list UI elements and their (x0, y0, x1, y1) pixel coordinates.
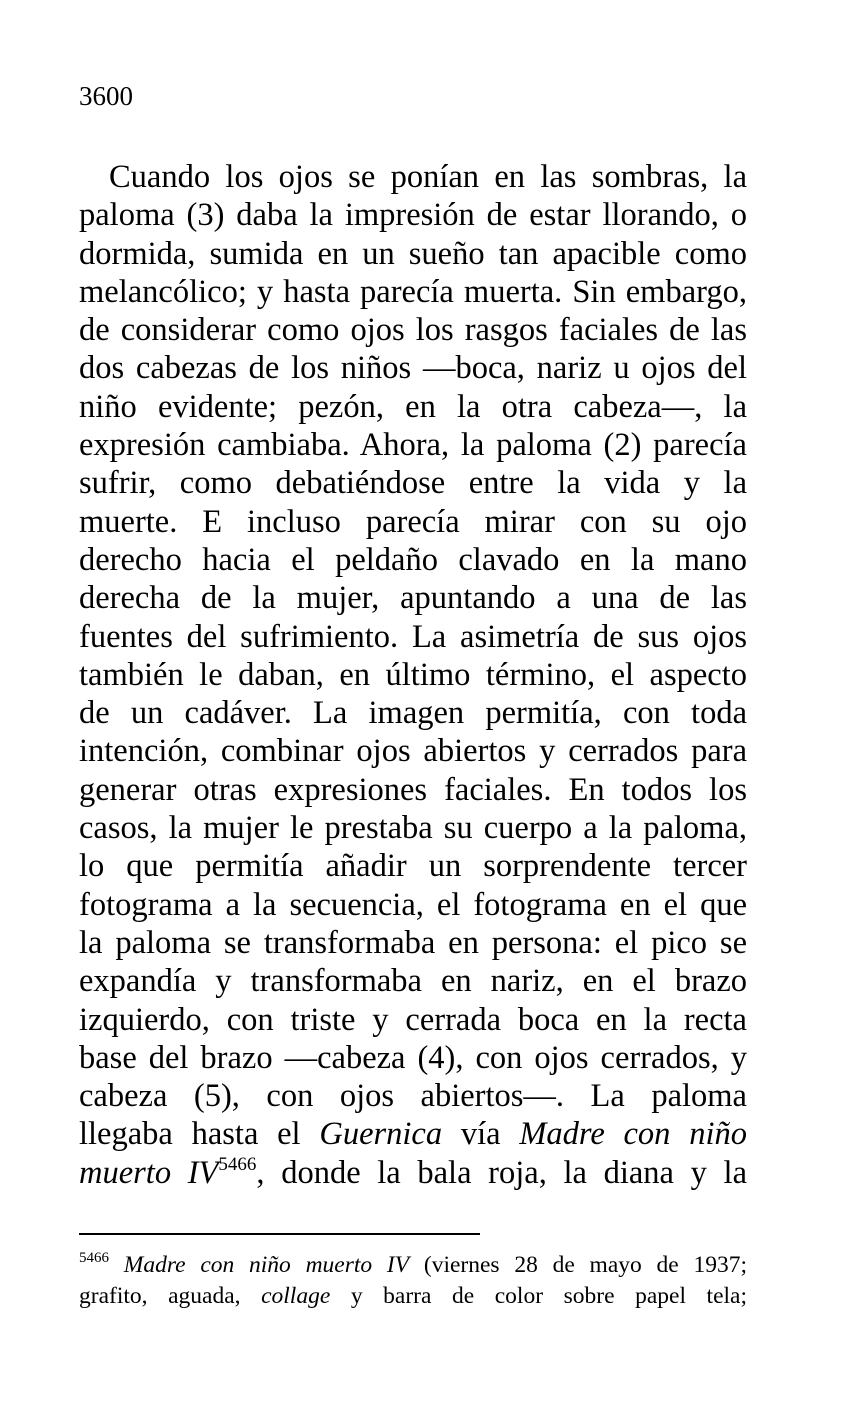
text-line: derecha de la mujer, apuntando a una de las (79, 580, 747, 617)
text-line: también le daban, en último término, el aspecto (79, 656, 747, 693)
text-line: dormida, sumida en un sueño tan apacible como (79, 235, 747, 272)
footnote-marker: 5466 (79, 1250, 109, 1266)
body-paragraph (79, 158, 747, 1192)
text-segment: , donde la bala roja, la diana y la (256, 1154, 747, 1191)
text-line: expandía y transformaba en nariz, en el brazo (79, 963, 747, 1000)
text-line: de un cadáver. La imagen permitía, con toda (79, 695, 747, 732)
footnote-reference: 5466 (218, 1153, 257, 1175)
text-line: dos cabezas de los niños —boca, nariz u ojos del (79, 350, 747, 387)
footnote (79, 1250, 747, 1312)
footnote-divider (79, 1233, 480, 1235)
text-line: lo que permitía añadir un sorprendente tercer (79, 848, 747, 885)
text-line: la paloma se transformaba en persona: el pico se (79, 924, 747, 961)
page-number: 3600 (79, 81, 133, 111)
text-line: casos, la mujer le prestaba su cuerpo a la paloma, (79, 810, 747, 847)
text-line: expresión cambiaba. Ahora, la paloma (2) parecía (79, 427, 747, 464)
text-line: melancólico; y hasta parecía muerta. Sin embargo, (79, 273, 747, 310)
text-segment: vía (442, 1116, 520, 1153)
text-line: Cuando los ojos se ponían en las sombras, la (109, 159, 747, 195)
footnote-text: (viernes 28 de mayo de 1937; (409, 1252, 748, 1278)
text-segment: llegaba hasta el (79, 1116, 320, 1153)
footnote-line-1 (79, 1250, 747, 1281)
italic-title: muerto IV (79, 1154, 219, 1191)
text-line: base del brazo —cabeza (4), con ojos cerrados, y (79, 1039, 747, 1076)
text-line: niño evidente; pezón, en la otra cabeza—, la (79, 388, 747, 425)
text-line: paloma (3) daba la impresión de estar llorando, o (79, 197, 747, 234)
footnote-italic: collage (261, 1283, 331, 1309)
text-line: muerte. E incluso parecía mirar con su ojo (79, 503, 747, 540)
text-line: intención, combinar ojos abiertos y cerrados para (79, 733, 747, 770)
text-line: fotograma a la secuencia, el fotograma en el que (79, 886, 747, 923)
text-line (79, 1115, 747, 1153)
footnote-text: y barra de color sobre papel tela; (330, 1283, 748, 1309)
text-line: cabeza (5), con ojos abiertos—. La paloma (79, 1078, 747, 1115)
text-line: izquierdo, con triste y cerrada boca en la recta (79, 1001, 747, 1038)
italic-title: Guernica (319, 1116, 443, 1153)
text-line: fuentes del sufrimiento. La asimetría de sus ojos (79, 618, 747, 655)
text-line: generar otras expresiones faciales. En todos los (79, 771, 747, 808)
footnote-text: grafito, aguada, (79, 1283, 262, 1309)
footnote-title: Madre con niño muerto IV (123, 1252, 410, 1278)
text-line: sufrir, como debatiéndose entre la vida y la (79, 465, 747, 502)
italic-title: Madre con niño (519, 1116, 747, 1153)
text-line (79, 1154, 747, 1192)
footnote-line-2 (79, 1281, 747, 1312)
text-line: de considerar como ojos los rasgos faciales de las (79, 312, 747, 349)
text-line: derecho hacia el peldaño clavado en la mano (79, 541, 747, 578)
